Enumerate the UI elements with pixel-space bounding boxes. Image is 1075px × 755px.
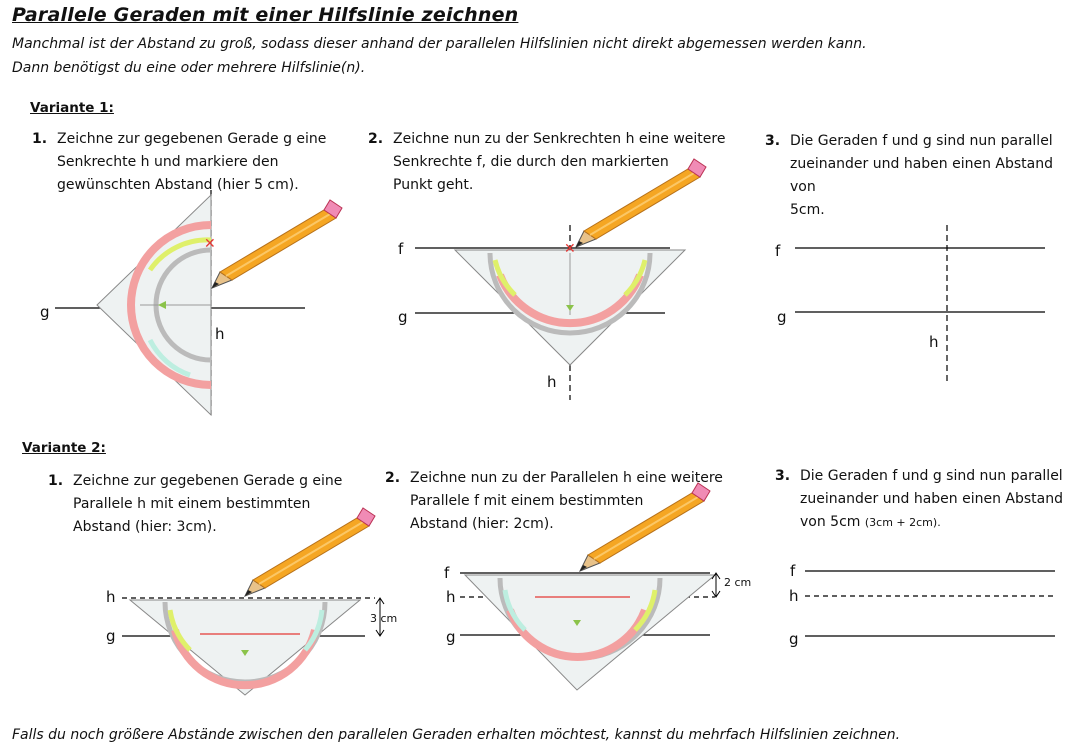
- intro-line-2: Dann benötigst du eine oder mehrere Hilfslinie(n).: [12, 60, 366, 76]
- step-number: 3.: [765, 133, 781, 149]
- v2-3-label-g: g: [789, 630, 799, 648]
- step-text-line: Abstand (hier: 3cm).: [73, 519, 217, 535]
- v1-1-label-g: g: [40, 303, 50, 321]
- step-text-line: Zeichne zur gegebenen Gerade g eine: [57, 131, 327, 147]
- step-text-line: zueinander und haben einen Abstand: [800, 491, 1064, 507]
- v2-1-distance-label: 3 cm: [370, 612, 398, 625]
- v2-2-label-g: g: [446, 628, 456, 646]
- step-text-line: zueinander und haben einen Abstand von: [790, 156, 1054, 195]
- step-text-line: Senkrechte h und markiere den: [57, 154, 279, 170]
- step-text-line: Abstand (hier: 2cm).: [410, 516, 554, 532]
- v2-2-label-f: f: [444, 564, 450, 582]
- step-text-line: Zeichne nun zu der Senkrechten h eine weitere: [393, 131, 726, 147]
- step-text-line: Die Geraden f und g sind nun parallel: [800, 468, 1063, 484]
- v2-diagram-3: [800, 560, 1060, 650]
- variant-1-heading: Variante 1:: [30, 100, 114, 116]
- variant-2-heading: Variante 2:: [22, 440, 106, 456]
- footer-note: Falls du noch größere Abstände zwischen den parallelen Geraden erhalten möchtest, kannst du mehrfach Hilfslinien zeichnen.: [12, 727, 901, 743]
- v2-step-3: [775, 465, 1075, 537]
- step-text-line: 5cm.: [790, 202, 825, 218]
- step-text-line: Parallele h mit einem bestimmten: [73, 496, 311, 512]
- step-number: 2.: [368, 131, 384, 147]
- step-number: 2.: [385, 470, 401, 486]
- v2-3-label-h: h: [789, 587, 799, 605]
- v2-1-label-g: g: [106, 627, 116, 645]
- v1-1-label-h: h: [215, 325, 225, 343]
- v1-3-label-f: f: [775, 242, 781, 260]
- v2-2-label-h: h: [446, 588, 456, 606]
- v2-3-label-f: f: [790, 562, 796, 580]
- step-text-line: Zeichne zur gegebenen Gerade g eine: [73, 473, 343, 489]
- step-text-line: Zeichne nun zu der Parallelen h eine weitere: [410, 470, 723, 486]
- svg-text:✕: ✕: [204, 236, 216, 252]
- v1-3-label-h: h: [929, 333, 939, 351]
- v2-2-distance-label: 2 cm: [724, 576, 752, 589]
- step-number: 3.: [775, 468, 791, 484]
- step-text-line: gewünschten Abstand (hier 5 cm).: [57, 177, 299, 193]
- step-text-line: Senkrechte f, die durch den markierten: [393, 154, 669, 170]
- step-text-line: Punkt geht.: [393, 177, 474, 193]
- v1-3-label-g: g: [777, 308, 787, 326]
- v1-step-3: [765, 130, 1075, 218]
- page-title: Parallele Geraden mit einer Hilfslinie zeichnen: [12, 4, 519, 26]
- svg-text:✕: ✕: [564, 241, 576, 257]
- step-number: 1.: [48, 473, 64, 489]
- step-number: 1.: [32, 131, 48, 147]
- v2-diagram-1: [100, 510, 410, 700]
- v1-2-label-h: h: [547, 373, 557, 391]
- v1-2-label-g: g: [398, 308, 408, 326]
- step-text-line: Parallele f mit einem bestimmten: [410, 493, 644, 509]
- v1-diagram-3: [790, 225, 1050, 385]
- step-text-line: von 5cm (3cm + 2cm).: [800, 514, 941, 530]
- v2-1-label-h: h: [106, 588, 116, 606]
- intro-line-1: Manchmal ist der Abstand zu groß, sodass dieser anhand der parallelen Hilfslinien nicht direkt abgemessen werden kann.: [12, 36, 867, 52]
- v1-2-label-f: f: [398, 240, 404, 258]
- step-text-line: Die Geraden f und g sind nun parallel: [790, 133, 1053, 149]
- v1-diagram-1: [40, 190, 330, 420]
- v2-diagram-2: [440, 485, 760, 695]
